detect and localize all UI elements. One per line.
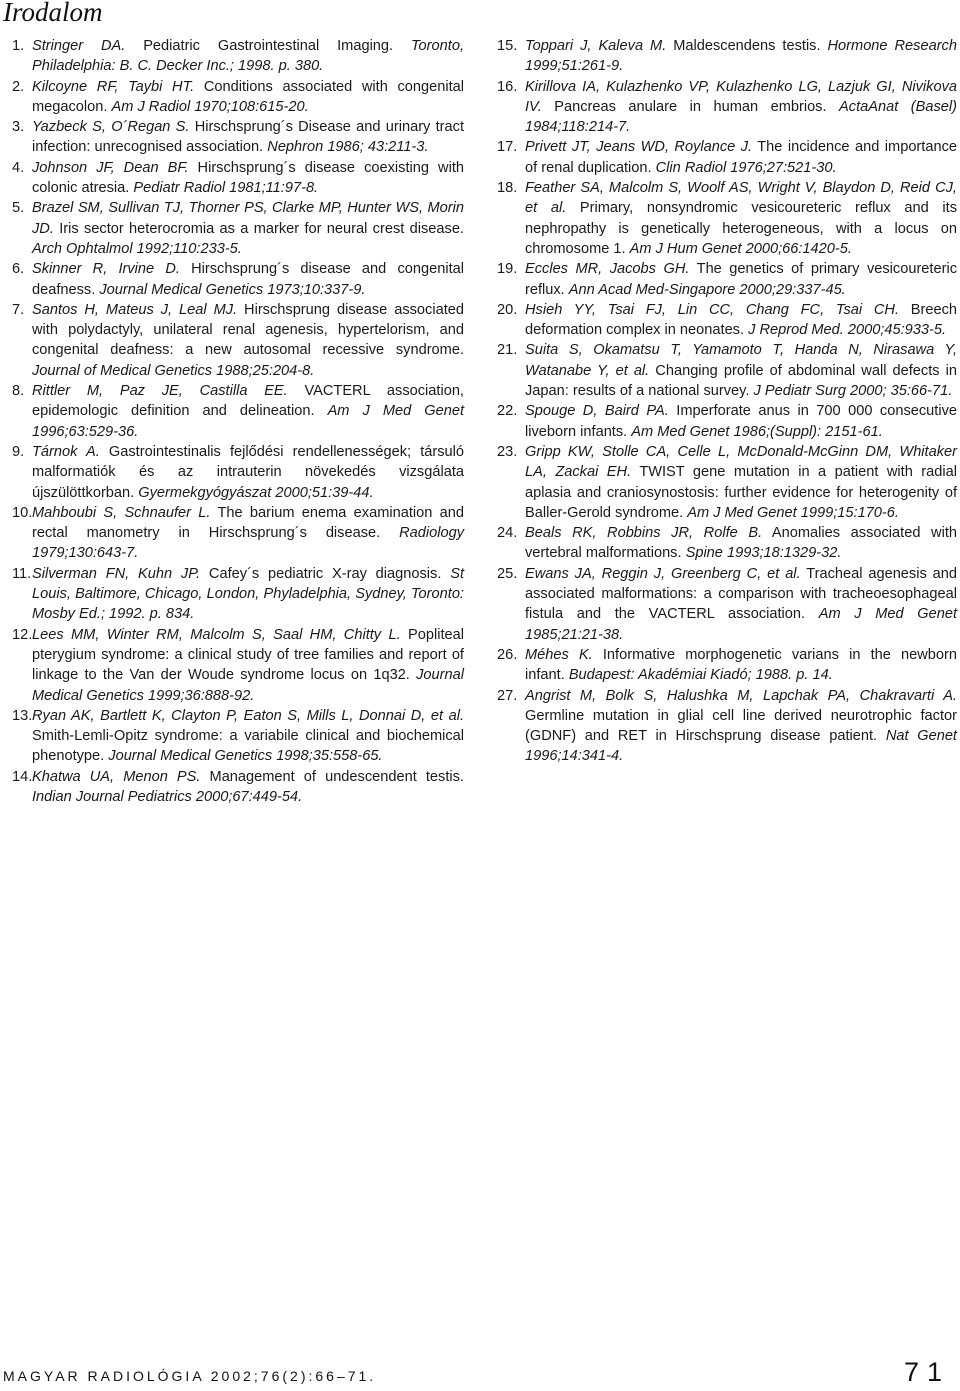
reference-item bbox=[497, 77, 957, 138]
reference-text bbox=[32, 36, 464, 77]
reference-citation-italic: Nephron 1986; 43:211-3. bbox=[267, 139, 429, 156]
reference-citation-italic: Beals RK, Robbins JR, Rolfe B. bbox=[525, 525, 763, 542]
reference-citation-italic: Am J Hum Genet 2000;66:1420-5. bbox=[629, 240, 852, 257]
reference-citation-italic: Budapest: Akadémiai Kiadó; 1988. p. 14. bbox=[568, 667, 833, 684]
reference-number: 18. bbox=[497, 180, 522, 197]
reference-text bbox=[32, 117, 464, 158]
reference-title: Popliteal pterygium syndrome: a clinical study of tree families and report of linkage to the Van der Woude syndrome locus on 1q32. bbox=[32, 626, 464, 684]
reference-title: Hirschsprung´s disease and congenital deafness. bbox=[32, 261, 464, 298]
reference-number: 13. bbox=[12, 707, 37, 724]
reference-number: 26. bbox=[497, 646, 522, 663]
reference-citation-italic: Ryan AK, Bartlett K, Clayton P, Eaton S, Mills L, Donnai D, et al. bbox=[32, 707, 464, 724]
reference-title: Breech deformation complex in neonates. bbox=[525, 301, 957, 339]
reference-citation-italic: Brazel SM, Sullivan TJ, Thorner PS, Clarke MP, Hunter WS, Morin JD. bbox=[32, 200, 464, 237]
reference-item bbox=[497, 401, 957, 442]
reference-number: 17. bbox=[497, 139, 522, 156]
reference-item bbox=[12, 77, 464, 118]
reference-item bbox=[497, 564, 957, 645]
reference-item bbox=[12, 198, 464, 259]
reference-number: 20. bbox=[497, 301, 522, 318]
reference-citation-italic: Gyermekgyógyászat 2000;51:39-44. bbox=[138, 484, 374, 501]
reference-citation-italic: Arch Ophtalmol 1992;110:233-5. bbox=[32, 240, 242, 257]
reference-citation-italic: Mahboubi S, Schnaufer L. bbox=[32, 504, 211, 521]
reference-number: 22. bbox=[497, 403, 522, 420]
reference-title: Hirschsprung´s disease coexisting with colonic atresia. bbox=[32, 159, 465, 197]
reference-number: 16. bbox=[497, 78, 522, 95]
reference-item bbox=[12, 564, 464, 625]
reference-item bbox=[497, 340, 957, 401]
reference-title: TWIST gene mutation in a patient with radial aplasia and craniosynostosis: further evidence for heterogenity of Baller-Gerold syndrome. bbox=[525, 464, 957, 521]
reference-number: 25. bbox=[497, 565, 522, 582]
reference-text bbox=[32, 198, 464, 259]
reference-item bbox=[12, 767, 464, 808]
reference-citation-italic: Journal Medical Genetics 1999;36:888-92. bbox=[32, 667, 464, 704]
reference-citation-italic: Johnson JF, Dean BF. bbox=[32, 159, 189, 176]
reference-number: 8. bbox=[12, 383, 29, 400]
reference-item bbox=[497, 442, 957, 523]
reference-citation-italic: Indian Journal Pediatrics 2000;67:449-54. bbox=[32, 788, 303, 805]
reference-title: Primary, nonsyndromic vesicoureteric reflux and its nephropathy is genetically heterogeneous, with a locus on chromosome 1. bbox=[525, 200, 958, 257]
reference-item bbox=[12, 381, 464, 442]
reference-item bbox=[12, 300, 464, 381]
reference-title: Smith-Lemli-Opitz syndrome: a variabile clinical and biochemical phenotype. bbox=[32, 728, 464, 765]
reference-number: 6. bbox=[12, 261, 29, 278]
reference-item bbox=[497, 178, 957, 259]
reference-title: Iris sector heterocromia as a marker for neural crest disease. bbox=[53, 220, 464, 237]
references-left-column bbox=[12, 36, 464, 807]
reference-text bbox=[32, 381, 464, 442]
reference-text bbox=[32, 625, 464, 706]
reference-citation-italic: Eccles MR, Jacobs GH. bbox=[525, 261, 690, 278]
references-right-column bbox=[497, 36, 957, 767]
reference-title: Gastrointestinalis fejlődési rendellenességek; társuló malformatiók és az intrauterin növekedés vizsgálata újszülöttkorban. bbox=[32, 443, 464, 501]
reference-citation-italic: Suita S, Okamatsu T, Yamamoto T, Handa N, Nirasawa Y, Watanabe Y, et al. bbox=[525, 342, 957, 379]
reference-number: 24. bbox=[497, 525, 522, 542]
reference-citation-italic: Kirillova IA, Kulazhenko VP, Kulazhenko LG, Lazjuk GI, Nivikova IV. bbox=[525, 78, 957, 115]
reference-citation-italic: Journal Medical Genetics 1998;35:558-65. bbox=[108, 748, 383, 765]
reference-citation-italic: Journal Medical Genetics 1973;10:337-9. bbox=[99, 281, 366, 298]
reference-text bbox=[525, 564, 957, 645]
reference-citation-italic: Skinner R, Irvine D. bbox=[32, 261, 180, 278]
reference-citation-italic: Kilcoyne RF, Taybi HT. bbox=[32, 78, 195, 95]
reference-citation-italic: Lees MM, Winter RM, Malcolm S, Saal HM, Chitty L. bbox=[32, 626, 401, 643]
reference-text bbox=[32, 503, 464, 564]
reference-text bbox=[32, 259, 464, 300]
page-title: Irodalom bbox=[3, 0, 103, 27]
reference-text bbox=[32, 442, 464, 503]
reference-citation-italic: Rittler M, Paz JE, Castilla EE. bbox=[32, 383, 288, 400]
reference-number: 5. bbox=[12, 200, 29, 217]
reference-text bbox=[32, 706, 464, 767]
reference-title: Germline mutation in glial cell line derived neurotrophic factor (GDNF) and RET in Hirschsprung disease patient. bbox=[525, 707, 957, 745]
reference-item bbox=[497, 300, 957, 341]
reference-title: Imperforate anus in 700 000 consecutive liveborn infants. bbox=[525, 403, 957, 440]
reference-citation-italic: Tárnok A. bbox=[32, 443, 100, 460]
reference-citation-italic: ActaAnat (Basel) 1984;118:214-7. bbox=[525, 98, 957, 136]
reference-citation-italic: Khatwa UA, Menon PS. bbox=[32, 768, 201, 785]
reference-citation-italic: Pediatr Radiol 1981;11:97-8. bbox=[133, 180, 319, 197]
reference-item bbox=[12, 117, 464, 158]
reference-citation-italic: Am Med Genet 1986;(Suppl): 2151-61. bbox=[631, 423, 883, 440]
reference-number: 11. bbox=[12, 565, 36, 582]
reference-title: Pediatric Gastrointestinal Imaging. bbox=[125, 38, 411, 54]
reference-item bbox=[12, 625, 464, 706]
reference-title: Hirschsprung disease associated with polydactyly, unilateral renal agenesis, hypertelorism, and congenital deafness: a new autosomal recessive syndrome. bbox=[32, 301, 464, 359]
reference-text bbox=[525, 300, 957, 341]
reference-citation-italic: Spine 1993;18:1329-32. bbox=[685, 545, 842, 562]
footer-journal-citation: MAGYAR RADIOLÓGIA 2002;76(2):66–71. bbox=[3, 1368, 377, 1384]
reference-text bbox=[525, 340, 957, 401]
reference-text bbox=[525, 178, 957, 259]
reference-item bbox=[12, 706, 464, 767]
reference-number: 15. bbox=[497, 38, 522, 54]
reference-number: 7. bbox=[12, 301, 29, 318]
reference-citation-italic: Nat Genet 1996;14:341-4. bbox=[525, 728, 957, 765]
reference-text bbox=[525, 686, 957, 767]
reference-citation-italic: Yazbeck S, O´Regan S. bbox=[32, 119, 190, 136]
reference-item bbox=[497, 523, 957, 564]
reference-title: The incidence and importance of renal duplication. bbox=[525, 139, 957, 176]
reference-number: 9. bbox=[12, 443, 29, 460]
reference-title: Maldescendens testis. bbox=[666, 38, 828, 54]
reference-title: The genetics of primary vesicoureteric reflux. bbox=[525, 261, 957, 298]
footer-page-number: 71 bbox=[903, 1357, 950, 1387]
reference-item bbox=[12, 259, 464, 300]
reference-number: 4. bbox=[12, 159, 29, 176]
reference-title: Informative morphogenetic varians in the newborn infant. bbox=[525, 646, 957, 684]
reference-text bbox=[525, 137, 957, 178]
reference-citation-italic: Hsieh YY, Tsai FJ, Lin CC, Chang FC, Tsai CH. bbox=[525, 301, 899, 318]
reference-citation-italic: Hormone Research 1999;51:261-9. bbox=[525, 38, 957, 75]
reference-number: 1. bbox=[12, 38, 29, 54]
reference-title: Changing profile of abdominal wall defects in Japan: results of a national survey. bbox=[525, 362, 957, 400]
reference-title: Hirschsprung´s Disease and urinary tract infection: unrecognised association. bbox=[32, 119, 464, 156]
reference-title: Anomalies associated with vertebral malformations. bbox=[525, 525, 957, 562]
reference-citation-italic: Feather SA, Malcolm S, Woolf AS, Wright V, Blaydon D, Reid CJ, et al. bbox=[525, 180, 957, 217]
reference-text bbox=[525, 442, 957, 523]
reference-item bbox=[12, 158, 464, 199]
reference-citation-italic: Spouge D, Baird PA. bbox=[525, 403, 669, 420]
reference-text bbox=[525, 259, 957, 300]
reference-text bbox=[32, 77, 464, 118]
reference-title: Cafey´s pediatric X-ray diagnosis. bbox=[200, 565, 451, 582]
reference-citation-italic: St Louis, Baltimore, Chicago, London, Phyladelphia, Sydney, Toronto: Mosby Ed.; 1992. p. 834. bbox=[32, 565, 465, 623]
reference-number: 21. bbox=[497, 342, 522, 359]
reference-title: Tracheal agenesis and associated malformations: a comparison with tracheoesophageal fistula and the VACTERL association. bbox=[525, 565, 957, 623]
reference-citation-italic: Ann Acad Med-Singapore 2000;29:337-45. bbox=[568, 281, 846, 298]
reference-citation-italic: Toppari J, Kaleva M. bbox=[525, 38, 667, 54]
reference-number: 12. bbox=[12, 626, 37, 643]
reference-citation-italic: Journal of Medical Genetics 1988;25:204-8. bbox=[32, 362, 315, 379]
reference-title: Conditions associated with congenital megacolon. bbox=[32, 78, 465, 115]
reference-item bbox=[12, 442, 464, 503]
reference-item bbox=[12, 36, 464, 77]
reference-citation-italic: Privett JT, Jeans WD, Roylance J. bbox=[525, 139, 753, 156]
reference-number: 27. bbox=[497, 687, 522, 704]
reference-citation-italic: Méhes K. bbox=[525, 646, 593, 663]
reference-citation-italic: Silverman FN, Kuhn JP. bbox=[32, 565, 201, 582]
reference-citation-italic: Am J Radiol 1970;108:615-20. bbox=[111, 98, 309, 115]
reference-item bbox=[497, 686, 957, 767]
reference-citation-italic: Stringer DA. bbox=[32, 38, 126, 54]
reference-text bbox=[32, 767, 464, 808]
reference-citation-italic: Angrist M, Bolk S, Halushka M, Lapchak PA, Chakravarti A. bbox=[525, 687, 957, 704]
reference-citation-italic: Am J Med Genet 1985;21:21-38. bbox=[525, 606, 957, 643]
reference-citation-italic: Radiology 1979;130:643-7. bbox=[32, 525, 464, 562]
reference-citation-italic: J Reprod Med. 2000;45:933-5. bbox=[748, 322, 947, 339]
reference-item bbox=[497, 137, 957, 178]
reference-number: 23. bbox=[497, 443, 522, 460]
reference-item bbox=[497, 36, 957, 77]
reference-citation-italic: Gripp KW, Stolle CA, Celle L, McDonald-McGinn DM, Whitaker LA, Zackai EH. bbox=[525, 443, 957, 481]
reference-text bbox=[525, 77, 957, 138]
reference-text bbox=[32, 300, 464, 381]
reference-number: 2. bbox=[12, 78, 29, 95]
reference-item bbox=[497, 645, 957, 686]
reference-citation-italic: Santos H, Mateus J, Leal MJ. bbox=[32, 301, 238, 318]
reference-citation-italic: Toronto, Philadelphia: B. C. Decker Inc.; 1998. p. 380. bbox=[32, 38, 464, 75]
reference-number: 10. bbox=[12, 504, 37, 521]
reference-citation-italic: Am J Med Genet 1999;15:170-6. bbox=[687, 504, 899, 521]
reference-text bbox=[525, 645, 957, 686]
reference-title: The barium enema examination and rectal manometry in Hirschsprung´s disease. bbox=[32, 504, 464, 542]
reference-citation-italic: J Pediatr Surg 2000; 35:66-71. bbox=[753, 383, 953, 400]
reference-text bbox=[32, 564, 464, 625]
reference-item bbox=[497, 259, 957, 300]
reference-number: 3. bbox=[12, 119, 29, 136]
reference-citation-italic: Clin Radiol 1976;27:521-30. bbox=[655, 159, 837, 176]
reference-title: VACTERL association, epidemologic definition and delineation. bbox=[32, 383, 464, 420]
reference-citation-italic: Ewans JA, Reggin J, Greenberg C, et al. bbox=[525, 565, 801, 582]
reference-text bbox=[32, 158, 464, 199]
reference-text bbox=[525, 523, 957, 564]
reference-number: 19. bbox=[497, 261, 522, 278]
reference-title: Pancreas anulare in human embrios. bbox=[541, 98, 840, 115]
reference-number: 14. bbox=[12, 768, 37, 785]
reference-item bbox=[12, 503, 464, 564]
reference-citation-italic: Am J Med Genet 1996;63:529-36. bbox=[32, 403, 464, 440]
reference-text bbox=[525, 401, 957, 442]
reference-title: Management of undescendent testis. bbox=[200, 768, 464, 785]
reference-text bbox=[525, 36, 957, 77]
